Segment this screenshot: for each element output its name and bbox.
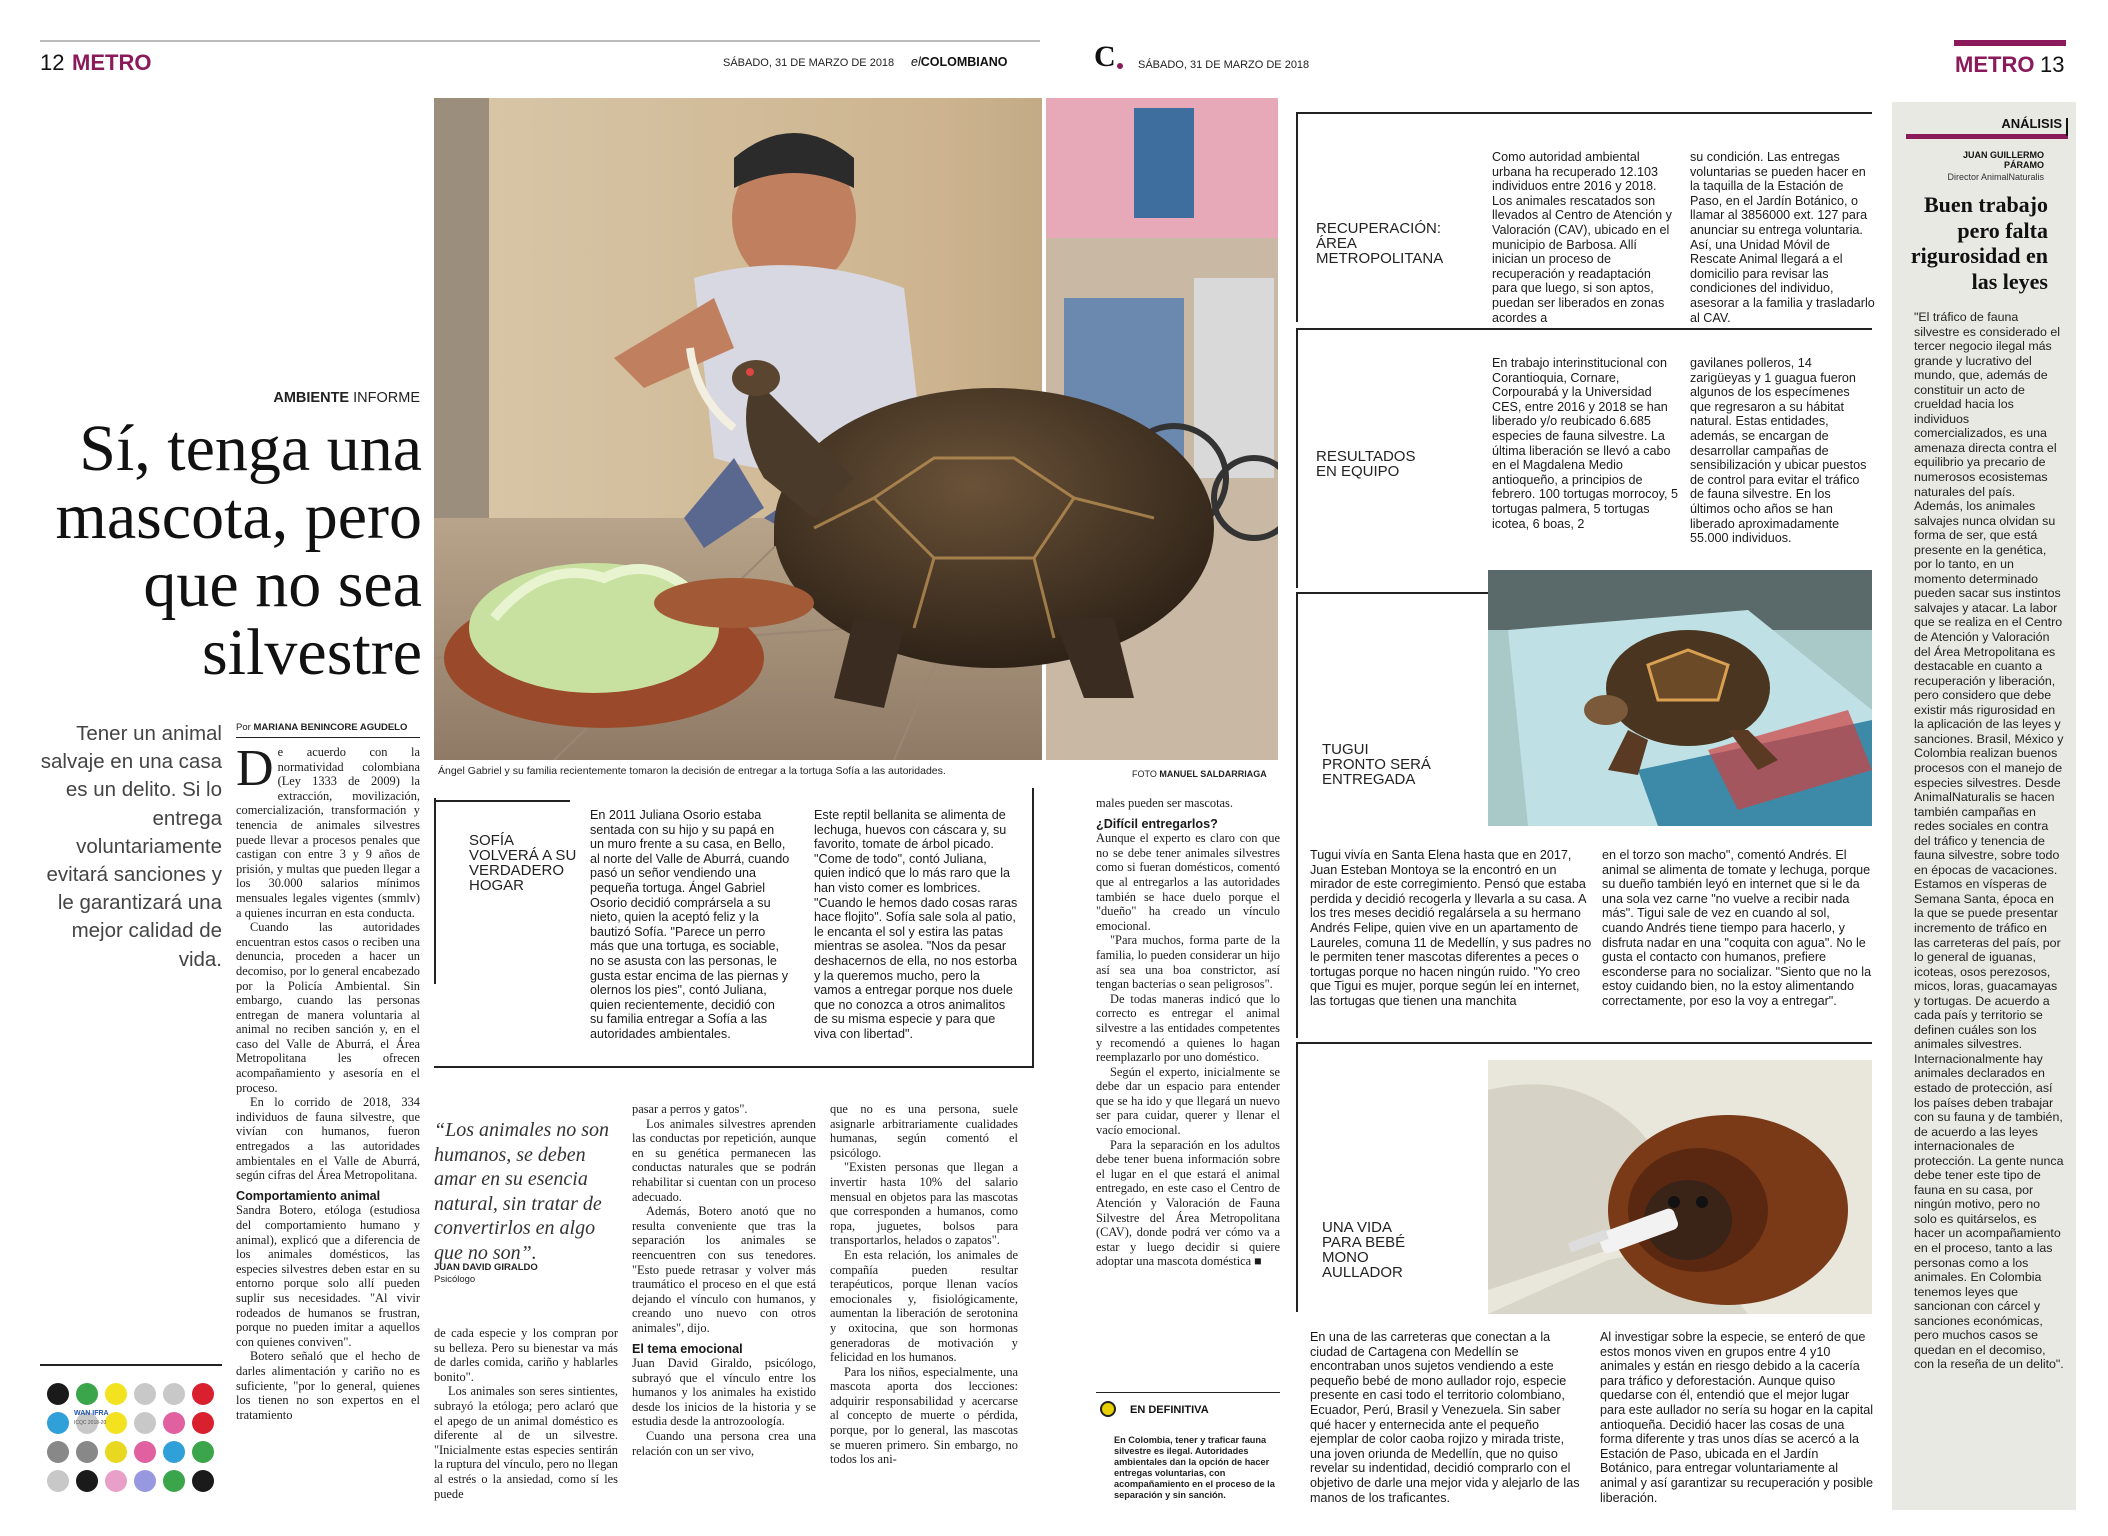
mono-box-top-rule (1298, 1042, 1872, 1044)
article-deck: Tener un animal salvaje en una casa es un delito. Si lo entrega voluntariamente evitará sanciones y le garantizará una mejor calidad de vida. (40, 722, 222, 971)
article-kicker (40, 390, 420, 406)
col3-p1: pasar a perros y gatos". (632, 1102, 748, 1116)
col5-top: males pueden ser mascotas. (1096, 796, 1233, 810)
sofia-box-title: SOFÍA VOLVERÁ A SU VERDADERO HOGAR (469, 832, 577, 894)
left-brand (911, 55, 1008, 69)
color-swatch (163, 1383, 185, 1405)
col3-p2: Los animales silvestres aprenden las conductas por repetición, aunque en su genética permanecen las conductas naturales que se podrán rehabilitar si cuentan con un proceso adecuado. (632, 1116, 816, 1204)
color-bar-swatches (46, 1382, 222, 1502)
col2-p1: de cada especie y los compran por su belleza. Pero su bienestar va más de darles comida, cariño y hablarles bonito". (434, 1326, 618, 1384)
sofia-box-title-rule (434, 800, 570, 802)
mono-box-col1: En una de las carreteras que conectan a la ciudad de Cartagena con Medellín se encontraban unos sujetos vendiendo a este pequeño bebé de mono aullador rojo, especie presente en casi todo el territorio colombiano, Ecuador, Perú, Brasil y Venezuela. Sin saber qué hacer y enternecida ante el pequeño ejemplar de color caoba rojizo y mirada triste, una joven oriunda de Medellín, que no quiso revelar su indentidad, decidió comprarlo con el objetivo de darle una mejor vida y alejarlo de las manos de los traficantes. (1310, 1330, 1580, 1505)
col1-p2: Cuando las autoridades encuentran estos casos o reciben una denuncia, proceden a hacer un decomiso, por lo general encabezado por la Policía Ambiental. Sin embargo, cuando las personas entregan de manera voluntaria al animal no reciben sanción y, en el caso del Valle de Aburrá, el Área Metropolitana les ofrecen acompañamiento y asesoría en el proceso. (236, 920, 420, 1095)
col5-p3: De todas maneras indicó que lo correcto es entregar el animal silvestre a las entidades competentes y recomendó a quienes lo hagan reemplazarlo por uno doméstico. (1096, 991, 1280, 1065)
quote-role: Psicólogo (434, 1274, 476, 1285)
left-date: SÁBADO, 31 DE MARZO DE 2018 (723, 57, 895, 69)
color-bar-label: WAN IFRA (74, 1410, 109, 1417)
tugui-box-title: TUGUI PRONTO SERÁ ENTREGADA (1322, 741, 1431, 788)
col1b-p2: Botero señaló que el hecho de darles alimentación y cariño no es suficiente, "por lo general, quienes los tienen no son expertos en el tratamiento (236, 1349, 420, 1422)
color-swatch (134, 1383, 156, 1405)
col1-p1: e acuerdo con la normatividad colombiana (Ley 1333 de 2009) la extracción, movilización, comercialización, transformación y tenencia de animales silvestres puede llevar a procesos penales que castigan con entre 3 y 9 años de prisión, y multas que pueden llegar a los 30.000 salarios mínimos mensuales legales vigentes (smmlv) a quienes incurran en esta conducta. (236, 745, 420, 920)
byline (236, 722, 407, 733)
en-definitiva-rule-line (1096, 1392, 1280, 1393)
color-swatch (134, 1470, 156, 1492)
col5-p5: Para la separación en los adultos debe tener buena información sobre el lugar en el que estará el animal entregado, en este caso el Centro de Atención y Valoración de Fauna Silvestre del Área Metropolitana (CAV), donde podrá ver cómo va a estar y luego decidir si quiere adoptar una mascota doméstica ■ (1096, 1137, 1280, 1269)
color-swatch (47, 1441, 69, 1463)
recuperacion-box-col1: Como autoridad ambiental urbana ha recuperado 12.103 individuos entre 2016 y 2018. Los animales rescatados son llevados al Centro de Atención y Valoración (CAV), ubicado en el municipio de Barbosa. Allí inician un proceso de recuperación y readaptación para que luego, si son aptos, puedan ser liberados en zonas acordes a (1492, 150, 1672, 325)
right-header-accent (1954, 40, 2066, 46)
subhead-emocional: El tema emocional (632, 1341, 743, 1356)
analysis-role: Director AnimalNaturalis (1947, 172, 2044, 182)
color-swatch (192, 1383, 214, 1405)
color-bar-rule (40, 1364, 222, 1366)
color-swatch (192, 1470, 214, 1492)
subhead-dificil: ¿Difícil entregarlos? (1096, 816, 1218, 831)
byline-rule (236, 737, 420, 738)
col4-p1: que no es una persona, suele asignarle arbitrariamente cualidades humanas, según comentó el psicólogo. (830, 1102, 1018, 1160)
right-page-number: 13 (2040, 52, 2065, 77)
sofia-box-col1: En 2011 Juliana Osorio estaba sentada con su hijo y su papá en un muro frente a su casa, en Bello, al norte del Valle de Aburrá, cuando pasó un señor vendiendo una pequeña tortuga. Ángel Gabriel Osorio decidió comprársela a su nieto, quien la aceptó feliz y la bautizó Sofía. "Parece un perro más que una tortuga, es sociable, no se asusta con las personas, le gusta estar encima de las piernas y olernos los pies", contó Juliana, quien recientemente, decidió con su familia entregar a Sofía a las autoridades ambientales. (590, 808, 790, 1041)
article-headline: Sí, tenga una mascota, pero que no sea silvestre (55, 412, 422, 689)
mono-photo-art (1488, 1060, 1872, 1314)
analysis-label: ANÁLISIS (2001, 116, 2062, 131)
quote-author: JUAN DAVID GIRALDO (434, 1262, 538, 1273)
left-page-number: 12 (40, 50, 65, 75)
col5-p2: "Para muchos, forma parte de la familia, lo pueden considerar un hijo así sea una boa constrictor, así tengan bacterias o sean peligrosos". (1096, 933, 1280, 992)
en-definitiva-label: EN DEFINITIVA (1130, 1404, 1209, 1416)
resultados-box-title: RESULTADOS EN EQUIPO (1316, 448, 1416, 480)
color-swatch (47, 1383, 69, 1405)
left-section-label: METRO (72, 50, 152, 75)
mono-box-col2: Al investigar sobre la especie, se enteró de que estos monos viven en grupos entre 4 y10 animales y están en riesgo debido a la cacería para tráfico y deforestación. Aunque quiso quedarse con él, entendió que el mejor lugar para este aullador no sería su hogar en la capital antioqueña. Decidió hacer las cosas de una forma diferente y tras unos días se acercó a la Estación de Paso, ubicada en el Jardín Botánico, para entregar voluntariamente al animal y así garantizar su recuperación y posible liberación. (1600, 1330, 1874, 1505)
main-photo-art (434, 98, 1278, 760)
color-swatch (76, 1383, 98, 1405)
color-swatch (163, 1412, 185, 1434)
kicker-rest: INFORME (353, 390, 420, 406)
analysis-author: JUAN GUILLERMO PÁRAMO (1963, 150, 2044, 170)
el-colombiano-logo: C (1094, 40, 1116, 73)
color-swatch (76, 1470, 98, 1492)
byline-name: MARIANA BENINCORE AGUDELO (253, 722, 408, 733)
color-swatch (192, 1441, 214, 1463)
tugui-box-side-rule (1296, 592, 1298, 1038)
main-photo-credit (1132, 769, 1267, 779)
col5-p1: Aunque el experto es claro con que no se debe tener animales silvestres como si fueran domésticos, comentó que al entregarlos a las autoridades también se hace duelo porque el "dueño" ha creado un vínculo emocional. (1096, 831, 1280, 933)
color-swatch (134, 1441, 156, 1463)
recuperacion-box-top-rule (1298, 112, 1872, 114)
body-column-4 (830, 1102, 1018, 1467)
sofia-box-col2: Este reptil bellanita se alimenta de lechuga, huevos con cáscara y, su favorito, tomate de árbol picado. "Come de todo", contó Juliana, quien indicó que lo más raro que la han visto comer es lombrices. "Cuando le hemos dado cosas raras hace flojito". Sofía sale sola al patio, le encanta el sol y estira las patas mientras se asolea. "Nos da pesar deshacernos de ella, no nos estorba y la queremos mucho, pero la vamos a entregar porque nos duele que no conozca a otros animalitos de su misma especie y para que viva con libertad". (814, 808, 1018, 1041)
mono-photo (1488, 1060, 1872, 1314)
sofia-box-side-rule (434, 798, 436, 984)
color-swatch (76, 1441, 98, 1463)
col4-p4: Para los niños, especialmente, una mascota aporta dos lecciones: adquirir responsabilidad y acercarse al concepto de muerte o pérdida, porque, por lo general, las mascotas se mueren primero. Sin embargo, no todos los ani- (830, 1364, 1018, 1467)
analysis-side-rule (2066, 118, 2068, 136)
pull-quote: “Los animales no son humanos, se deben amar en su esencia natural, sin tratar de convertirlos en algo que no son”. (434, 1119, 610, 1264)
recuperacion-box-title: RECUPERACIÓN: ÁREA METROPOLITANA (1316, 220, 1444, 267)
tugui-photo-art (1488, 570, 1872, 826)
subhead-comportamiento: Comportamiento animal (236, 1188, 381, 1203)
logo-dot (1117, 63, 1123, 69)
color-swatch (47, 1412, 69, 1434)
mono-box-side-rule (1296, 1042, 1298, 1312)
color-swatch (192, 1412, 214, 1434)
color-swatch (134, 1412, 156, 1434)
color-swatch (47, 1470, 69, 1492)
en-definitiva-text: En Colombia, tener y traficar fauna silvestre es ilegal. Autoridades ambientales dan la opción de hacer entregas voluntarias, con acompañamiento en el proceso de la separación y sin sanción. (1114, 1435, 1275, 1500)
body-column-5 (1096, 796, 1280, 1269)
analysis-label-rule (1906, 134, 2068, 139)
analysis-title: Buen trabajo pero falta rigurosidad en las leyes (1910, 192, 2048, 294)
recuperacion-box-col2: su condición. Las entregas voluntarias se pueden hacer en la taquilla de la Estación de Paso, en el Jardín Botánico, o llamar al 3856000 ext. 127 para anunciar su entrega voluntaria. Así, una Unidad Móvil de Rescate Animal llegará a el domicilio para revisar las condiciones del individuo, asesorar a la familia y trasladarlo al CAV. (1690, 150, 1875, 325)
col1b-p1: Sandra Botero, etóloga (estudiosa del comportamiento humano y animal), explicó que a diferencia de los animales domésticos, las especies silvestres deben estar en su entorno porque solo allí pueden suplir sus necesidades. "Al vivir rodeados de humanos se frustran, porque no pueden imitar a aquellos con quienes conviven". (236, 1203, 420, 1349)
resultados-box-col2: gavilanes polleros, 14 zarigüeyas y 1 guagua fueron algunos de los especímenes que regresaron a su hábitat natural. Estas entidades, además, se encargan de desarrollar campañas de sensibilización y ubicar puestos de control para evitar el tráfico de fauna silvestre. En los últimos ocho años se han liberado aproximadamente 55.000 individuos. (1690, 356, 1867, 546)
color-bar-sub: ICQC 2018-20 (74, 1420, 107, 1426)
body-column-2 (434, 1326, 618, 1501)
main-photo-caption: Ángel Gabriel y su familia recientemente tomaron la decisión de entregar a la tortuga Sofía a las autoridades. (438, 765, 946, 777)
main-photo-tortoise (434, 98, 1278, 760)
recuperacion-box-side-rule (1296, 112, 1298, 322)
resultados-box-top-rule (1298, 328, 1872, 330)
credit-prefix: FOTO (1132, 769, 1157, 779)
col1-p3: En lo corrido de 2018, 334 individuos de fauna silvestre, que vivían con humanos, fueron entregados a las autoridades ambientales en el Valle de Aburrá, según cifras del Área Metropolitana. (236, 1095, 420, 1183)
resultados-box-side-rule (1296, 328, 1298, 588)
mono-box-title: UNA VIDA PARA BEBÉ MONO AULLADOR (1322, 1219, 1406, 1281)
col3b-p2: Cuando una persona crea una relación con un ser vivo, (632, 1429, 816, 1458)
brand-name: COLOMBIANO (920, 55, 1008, 69)
tugui-photo (1488, 570, 1872, 826)
color-swatch (105, 1383, 127, 1405)
analysis-body: "El tráfico de fauna silvestre es considerado el tercer negocio ilegal más grande y lucrativo del mundo, que, además de constituir un acto de crueldad hacia los individuos comercializados, es una amenaza directa contra el equilibrio ya precario de numerosos ecosistemas naturales del país. Además, los animales salvajes nunca olvidan su forma de ser, que está presente en la genética, por lo tanto, en un momento determinado pueden sacar sus instintos salvajes y atacar. La labor que se realiza en el Centro de Atención y Valoración del Área Metropolitana es destacable en cuanto a recuperación y liberación, pero considero que debe existir más rigurosidad en la aplicación de las leyes y sanciones. Brasil, México y Colombia realizan buenos procesos con el manejo de especies silvestres. Desde AnimalNaturalis se hacen también campañas en redes sociales en contra del tráfico y tenencia de fauna silvestre, sobre todo en épocas de vacaciones. Estamos en vísperas de Semana Santa, época en la que se puede presentar incremento de tráfico en las carreteras del país, por lo general de iguanas, icoteas, osos perezosos, micos, loras, guacamayas y tortugas. De acuerdo a cada país y territorio se definen cuáles son los animales silvestres. Internacionalmente hay animales declarados en estado de protección, así los países deben trabajar con su fauna y de también, de acuerdo a las leyes internacionales de protección. La gente nunca debe tener este tipo de fauna en su casa, por ningún motivo, pero no solo es quitárselos, es hacer un acompañamiento en el proceso, tanto a las personas como a los animales. En Colombia tenemos leyes que sancionan con cárcel y sanciones económicas, pero muchos casos se quedan en el decomiso, con la reseña de un delito". (1914, 310, 2064, 1372)
color-bar (46, 1382, 222, 1502)
color-swatch (163, 1470, 185, 1492)
col3b-p1: Juan David Giraldo, psicólogo, subrayó que el vínculo entre los humanos y los animales ha existido desde los inicios de la historia y se estudia desde la antrozoología. (632, 1356, 816, 1429)
credit-name: MANUEL SALDARRIAGA (1159, 769, 1267, 779)
color-swatch (105, 1441, 127, 1463)
kicker-bold: AMBIENTE (273, 390, 350, 406)
col4-p3: En esta relación, los animales de compañía pueden resultar terapéuticos, porque llenan vacíos emocionales y, fisiológicamente, aumentan la liberación de serotonina y oxitocina, que son hormonas generadoras de motivación y felicidad en los humanos. (830, 1247, 1018, 1365)
brand-prefix: el (911, 55, 921, 69)
body-column-1 (236, 740, 420, 1422)
col3-p3: Además, Botero anotó que no resulta conveniente que tras la separación los animales se reencuentren con sus tenedores. "Esto puede retrasar y volver más traumático el proceso en el que está dejando el vínculo con humanos, y creando uno nuevo con otros animales", dijo. (632, 1204, 816, 1335)
col4-p2: "Existen personas que llegan a invertir hasta 10% del salario mensual en objetos para las mascotas que corresponden a humanos, como ropa, juguetes, bolsos para transportarlos, helados o zapatos". (830, 1160, 1018, 1248)
byline-prefix: Por (236, 722, 251, 733)
tugui-box-col1: Tugui vivía en Santa Elena hasta que en 2017, Juan Esteban Montoya se la encontró en un mirador de este corregimiento. Pensó que estaba perdida y decidió recogerla y llevarla a su casa. A los tres meses decidió regalársela a su hermano Andrés Felipe, quien vive en un apartamento de Laureles, comuna 11 de Medellín, y sus padres no le permiten tener mascotas diferentes a peces o tortugas porque no hacen ningún ruido. "Yo creo que Tigui es mujer, porque según leí en internet, las tortugas que tienen una manchita (1310, 848, 1592, 1008)
tugui-box-col2: en el torzo son macho", comentó Andrés. El animal se alimenta de tomate y lechuga, porque su dueño también leyó en internet que si le da una sola vez carne "no vuelve a recibir nada más". Tigui sale de vez en cuando al sol, cuando Andrés tiene tiempo para hacerlo, y disfruta nadar en una "coquita con agua". No le gusta el contacto con humanos, prefiere esconderse para no socializar. "Siento que no la estoy cuidando bien, no la estoy alimentando correctamente, por eso la voy a entregar". (1602, 848, 1872, 1008)
resultados-box-col1: En trabajo interinstitucional con Corantioquia, Cornare, Corpourabá y la Universidad CES, entre 2016 y 2018 se han liberado y/o reubicado 6.685 especies de fauna silvestre. La última liberación se llevó a cabo en el Magdalena Medio antioqueño, a principios de febrero. 100 tortugas morrocoy, 5 tortugas palmera, 5 tortugas icotea, 6 boas, 2 (1492, 356, 1678, 531)
left-header-rule-top (40, 40, 1040, 42)
right-section-label: METRO (1955, 52, 2035, 77)
body-column-3 (632, 1102, 816, 1458)
color-swatch (163, 1441, 185, 1463)
col2-p2: Los animales son seres sintientes, subrayó la etóloga; pero aclaró que el apego de un animal doméstico es diferente al de un silvestre. "Inicialmente estas especies sentirán la ruptura del vínculo, pero no llegan al estrés o la ansiedad, como sí les puede (434, 1384, 618, 1501)
right-date: SÁBADO, 31 DE MARZO DE 2018 (1138, 59, 1310, 71)
col5-p4: Según el experto, inicialmente se debe dar un espacio para entender que se ha ido y que llegará un nuevo ser para cuidar, querer y llenar el vacío emocional. (1096, 1064, 1280, 1138)
color-swatch (105, 1470, 127, 1492)
en-definitiva-icon (1100, 1401, 1116, 1417)
drop-cap: D (236, 740, 274, 797)
